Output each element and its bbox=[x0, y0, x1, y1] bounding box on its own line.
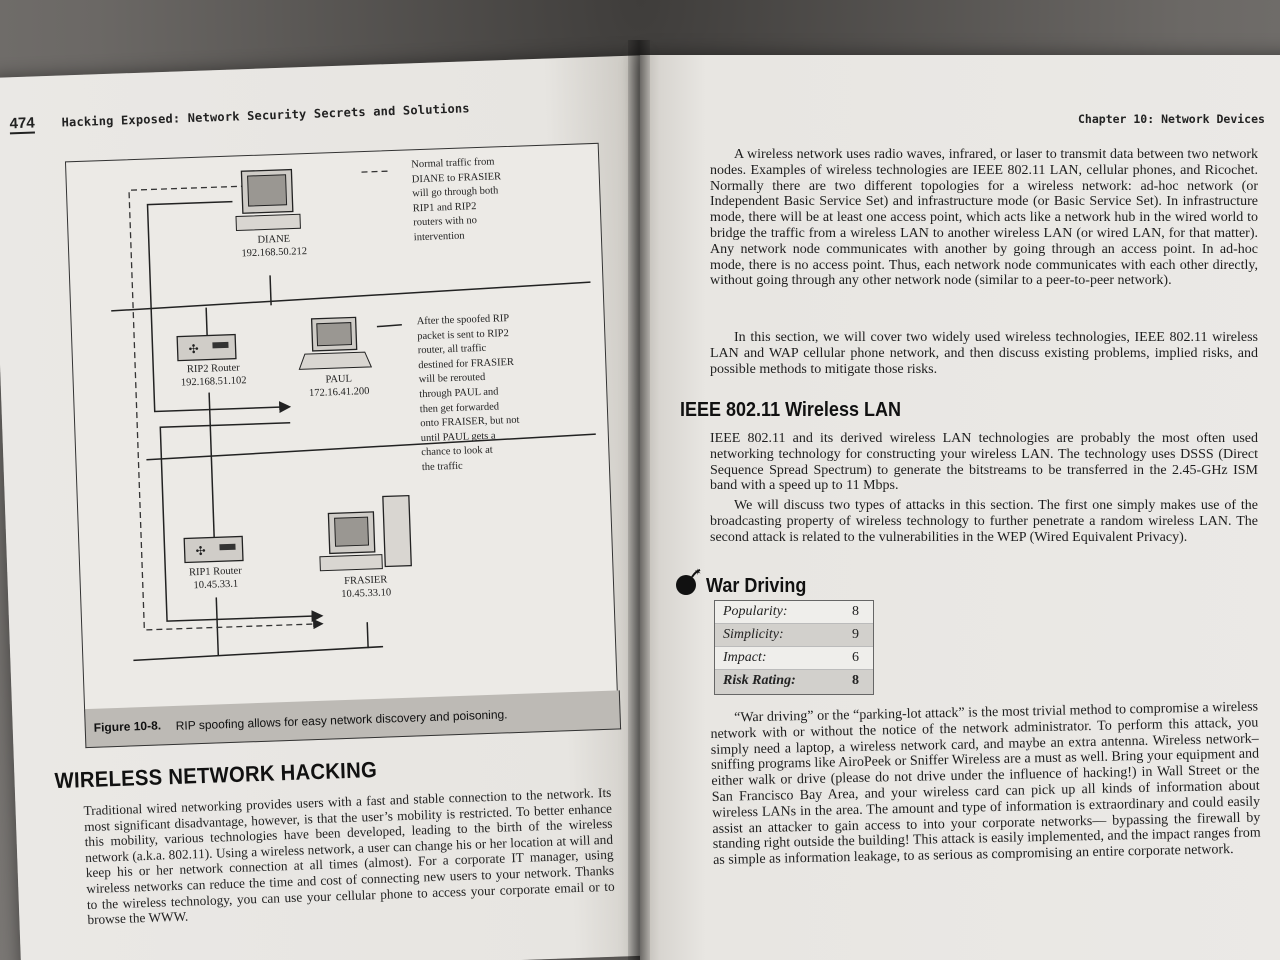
risk-label: Popularity: bbox=[723, 604, 788, 619]
ieee-paragraph-1: IEEE 802.11 and its derived wireless LAN technologies are probably the most often used networking technology for constructing your wireless LAN. The technology uses DSSS (Direct Sequence Spread Spectrum) to generate the bitstreams to be transferred in the 2.45-GHz ISM band with a speed up to 11 Mbps. bbox=[710, 431, 1258, 494]
drop-rip1 bbox=[211, 458, 214, 538]
risk-value: 6 bbox=[852, 650, 859, 665]
right-page bbox=[640, 55, 1280, 960]
figure-caption-text: RIP spoofing allows for easy network discovery and poisoning. bbox=[175, 707, 508, 733]
risk-value: 9 bbox=[852, 627, 859, 642]
risk-label: Impact: bbox=[723, 650, 767, 665]
risk-label: Risk Rating: bbox=[723, 673, 796, 688]
drop-diane bbox=[270, 275, 271, 305]
page-number: 474 bbox=[9, 114, 35, 133]
risk-row-simplicity bbox=[715, 624, 873, 647]
heading-war-driving: War Driving bbox=[706, 575, 807, 597]
note-spoofed-traffic: After the spoofed RIP packet is sent to RIP2 router, all traffic destined for FRASIER will be rerouted through PAUL and then get forwarded onto FRAISER, but not until PAUL gets a chance to look at the traffic bbox=[416, 313, 520, 474]
figure-number: Figure 10-8. bbox=[93, 718, 162, 735]
drop-rip1-low bbox=[216, 597, 218, 655]
legend-solid bbox=[377, 325, 402, 327]
intro-paragraph-2: In this section, we will cover two widely used wireless technologies, IEEE 802.11 wireless LAN and WAP cellular phone network, and then discuss existing problems, implied risks, and possible methods to mitigate those risks. bbox=[710, 330, 1258, 377]
frasier-computer-icon bbox=[318, 496, 411, 571]
rip1-router-icon bbox=[184, 536, 243, 562]
risk-row-rating bbox=[715, 670, 873, 694]
risk-row-impact bbox=[715, 647, 873, 670]
ieee-paragraph-2: We will discuss two types of attacks in this section. The first one simply makes use of the broadcasting property of wireless technology to further penetrate a random wireless LAN. The second attack is related to the vulnerabilities in the WEP (Wired Equivalent Privacy). bbox=[710, 498, 1258, 545]
rip2-router-icon bbox=[177, 335, 236, 361]
svg-text:✣: ✣ bbox=[188, 341, 199, 357]
diane-computer-icon bbox=[234, 169, 300, 230]
right-running-head: Chapter 10: Network Devices bbox=[1078, 112, 1265, 126]
left-running-head: Hacking Exposed: Network Security Secrets and Solutions bbox=[61, 101, 470, 130]
drop-frasier bbox=[367, 622, 368, 648]
book-gutter-shadow bbox=[628, 40, 650, 960]
heading-ieee-80211: IEEE 802.11 Wireless LAN bbox=[680, 399, 901, 421]
node-label-rip2: RIP2 Router 192.168.51.102 bbox=[180, 362, 247, 389]
intro-paragraph-1: A wireless network uses radio waves, infrared, or laser to transmit data between two network nodes. Examples of wireless technologies are IEEE 802.11 LAN, cellular phones, and Ricochet. Normally there are two different topologies for a wireless network: ad-hoc network (or Independent Basic Service Set) and infrastructure mode (or Basic Service Set). In infrastructure mode, there will be at least one access point, which acts like a network hub in the wired world to bridge the traffic from a wireless LAN to another wireless LAN (or wired LAN, for that matter). Any network node communicates with another by going through an access point. In ad-hoc mode, there is no access point. Thus, each network node communicates with each other directly, without going through any other network node (similar to a peer-to-peer network). bbox=[710, 147, 1258, 289]
left-body-text: Traditional wired networking provides users with a fast and stable connection to the network. Its most significant disadvantage, however, is that the user’s mobility is restricted. To better enhance this mobility, various technologies have been developed, leading to the birth of the wireless network (a.k.a. 802.11). Using a wireless network, a user can change his or her location at will and keep his or her network connection at all times (almost). For a corporate IT manager, using wireless networks can reduce the time and cost of connecting new users to your network. Thanks to the wireless technology, you can use your cellular phone to access your corporate email or to browse the WWW. bbox=[83, 784, 615, 928]
risk-rating-table bbox=[714, 600, 874, 695]
drop-rip2 bbox=[206, 308, 207, 336]
svg-text:✣: ✣ bbox=[195, 543, 206, 559]
node-label-diane: DIANE 192.168.50.212 bbox=[241, 233, 308, 260]
node-label-rip1: RIP1 Router 10.45.33.1 bbox=[188, 565, 242, 592]
risk-value: 8 bbox=[852, 604, 859, 619]
left-page bbox=[0, 55, 673, 960]
paul-laptop-icon bbox=[298, 317, 372, 369]
bus-line-top bbox=[111, 282, 591, 311]
risk-value: 8 bbox=[852, 673, 859, 688]
figure-diagram bbox=[65, 143, 618, 711]
node-label-paul: PAUL 172.16.41.200 bbox=[308, 373, 370, 400]
node-label-frasier: FRASIER 10.45.33.10 bbox=[341, 574, 392, 601]
war-driving-paragraph: “War driving” or the “parking-lot attack” is the most trivial method to compromise a wireless network with or without the notice of the network administrator. To perform this attack, you simply need a laptop, a wireless network card, and maybe an extra antenna. Wireless network–sniffing programs like AiroPeek or Sniffer Wireless are a must as well. Bring your equipment and either walk or drive (please do not drive under the influence of hacking!) in Wall Street or the San Francisco Bay Area, and your wireless card can pick up all kinds of information about wireless LANs in the area. The amount and type of information is extraordinary and could easily assist an attacker to gain access to into your corporate networks— bypassing the firewall by standing right outside the building! This attack is easily implemented, and the impact ranges from as simple as information leakage, to as serious as compromising an entire corporate network. bbox=[710, 699, 1261, 869]
legend-dash bbox=[362, 171, 392, 172]
bomb-icon bbox=[674, 567, 702, 597]
risk-row-popularity bbox=[715, 601, 873, 624]
svg-text:✶: ✶ bbox=[694, 567, 702, 577]
section-title-wireless: WIRELESS NETWORK HACKING bbox=[54, 756, 378, 794]
bus-line-bottom bbox=[133, 647, 383, 661]
risk-label: Simplicity: bbox=[723, 627, 784, 642]
note-normal-traffic: Normal traffic from DIANE to FRASIER will go through both RIP1 and RIP2 routers with no intervention bbox=[411, 156, 502, 244]
